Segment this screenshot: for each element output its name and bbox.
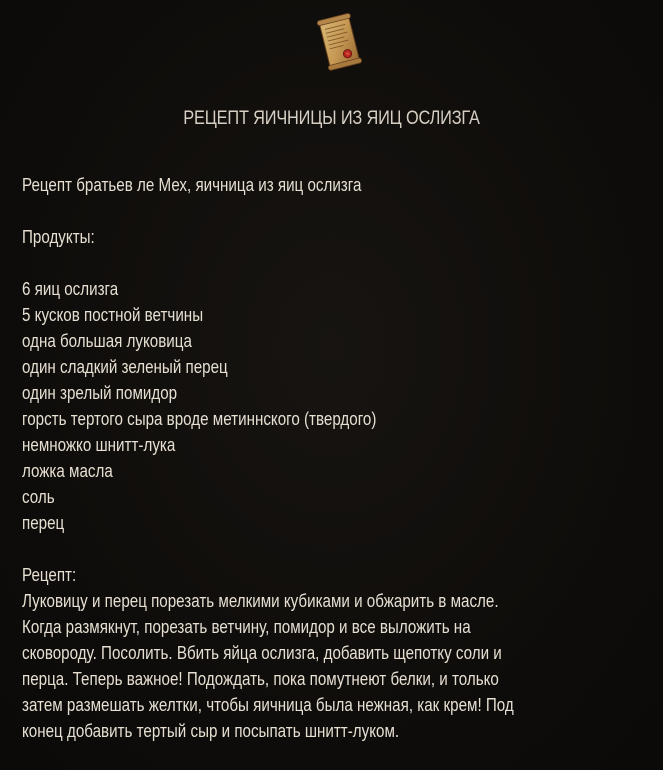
list-item: одна большая луковица — [22, 330, 192, 351]
recipe-text — [22, 172, 563, 744]
page-title: РЕЦЕПТ ЯИЧНИЦЫ ИЗ ЯИЦ ОСЛИЗГА — [183, 108, 480, 129]
recipe-heading: Рецепт: — [22, 564, 77, 585]
recipe-line: Когда размякнут, порезать ветчину, помидор и все выложить на — [22, 616, 471, 637]
recipe-line: сковороду. Посолить. Вбить яйца ослизга, добавить щепотку соли и — [22, 642, 502, 663]
list-item: один сладкий зеленый перец — [22, 356, 228, 377]
list-item: горсть тертого сыра вроде метиннского (твердого) — [22, 408, 377, 429]
list-item: 5 кусков постной ветчины — [22, 304, 204, 325]
recipe-line: конец добавить тертый сыр и посыпать шнитт-луком. — [22, 720, 400, 741]
recipe-line: перца. Теперь важное! Подождать, пока помутнеют белки, и только — [22, 668, 499, 689]
recipe-line: затем размешать желтки, чтобы яичница была нежная, как крем! Под — [22, 694, 514, 715]
list-item: один зрелый помидор — [22, 382, 178, 403]
products-heading: Продукты: — [22, 226, 95, 247]
list-item: соль — [22, 486, 55, 507]
ingredient-list — [22, 276, 563, 536]
list-item: перец — [22, 512, 65, 533]
recipe-subtitle: Рецепт братьев ле Мех, яичница из яиц ослизга — [22, 174, 362, 195]
list-item: немножко шнитт-лука — [22, 434, 176, 455]
recipe-line: Луковицу и перец порезать мелкими кубиками и обжарить в масле. — [22, 590, 499, 611]
list-item: 6 яиц ослизга — [22, 278, 119, 299]
recipe-scroll-icon — [313, 12, 369, 76]
list-item: ложка масла — [22, 460, 113, 481]
